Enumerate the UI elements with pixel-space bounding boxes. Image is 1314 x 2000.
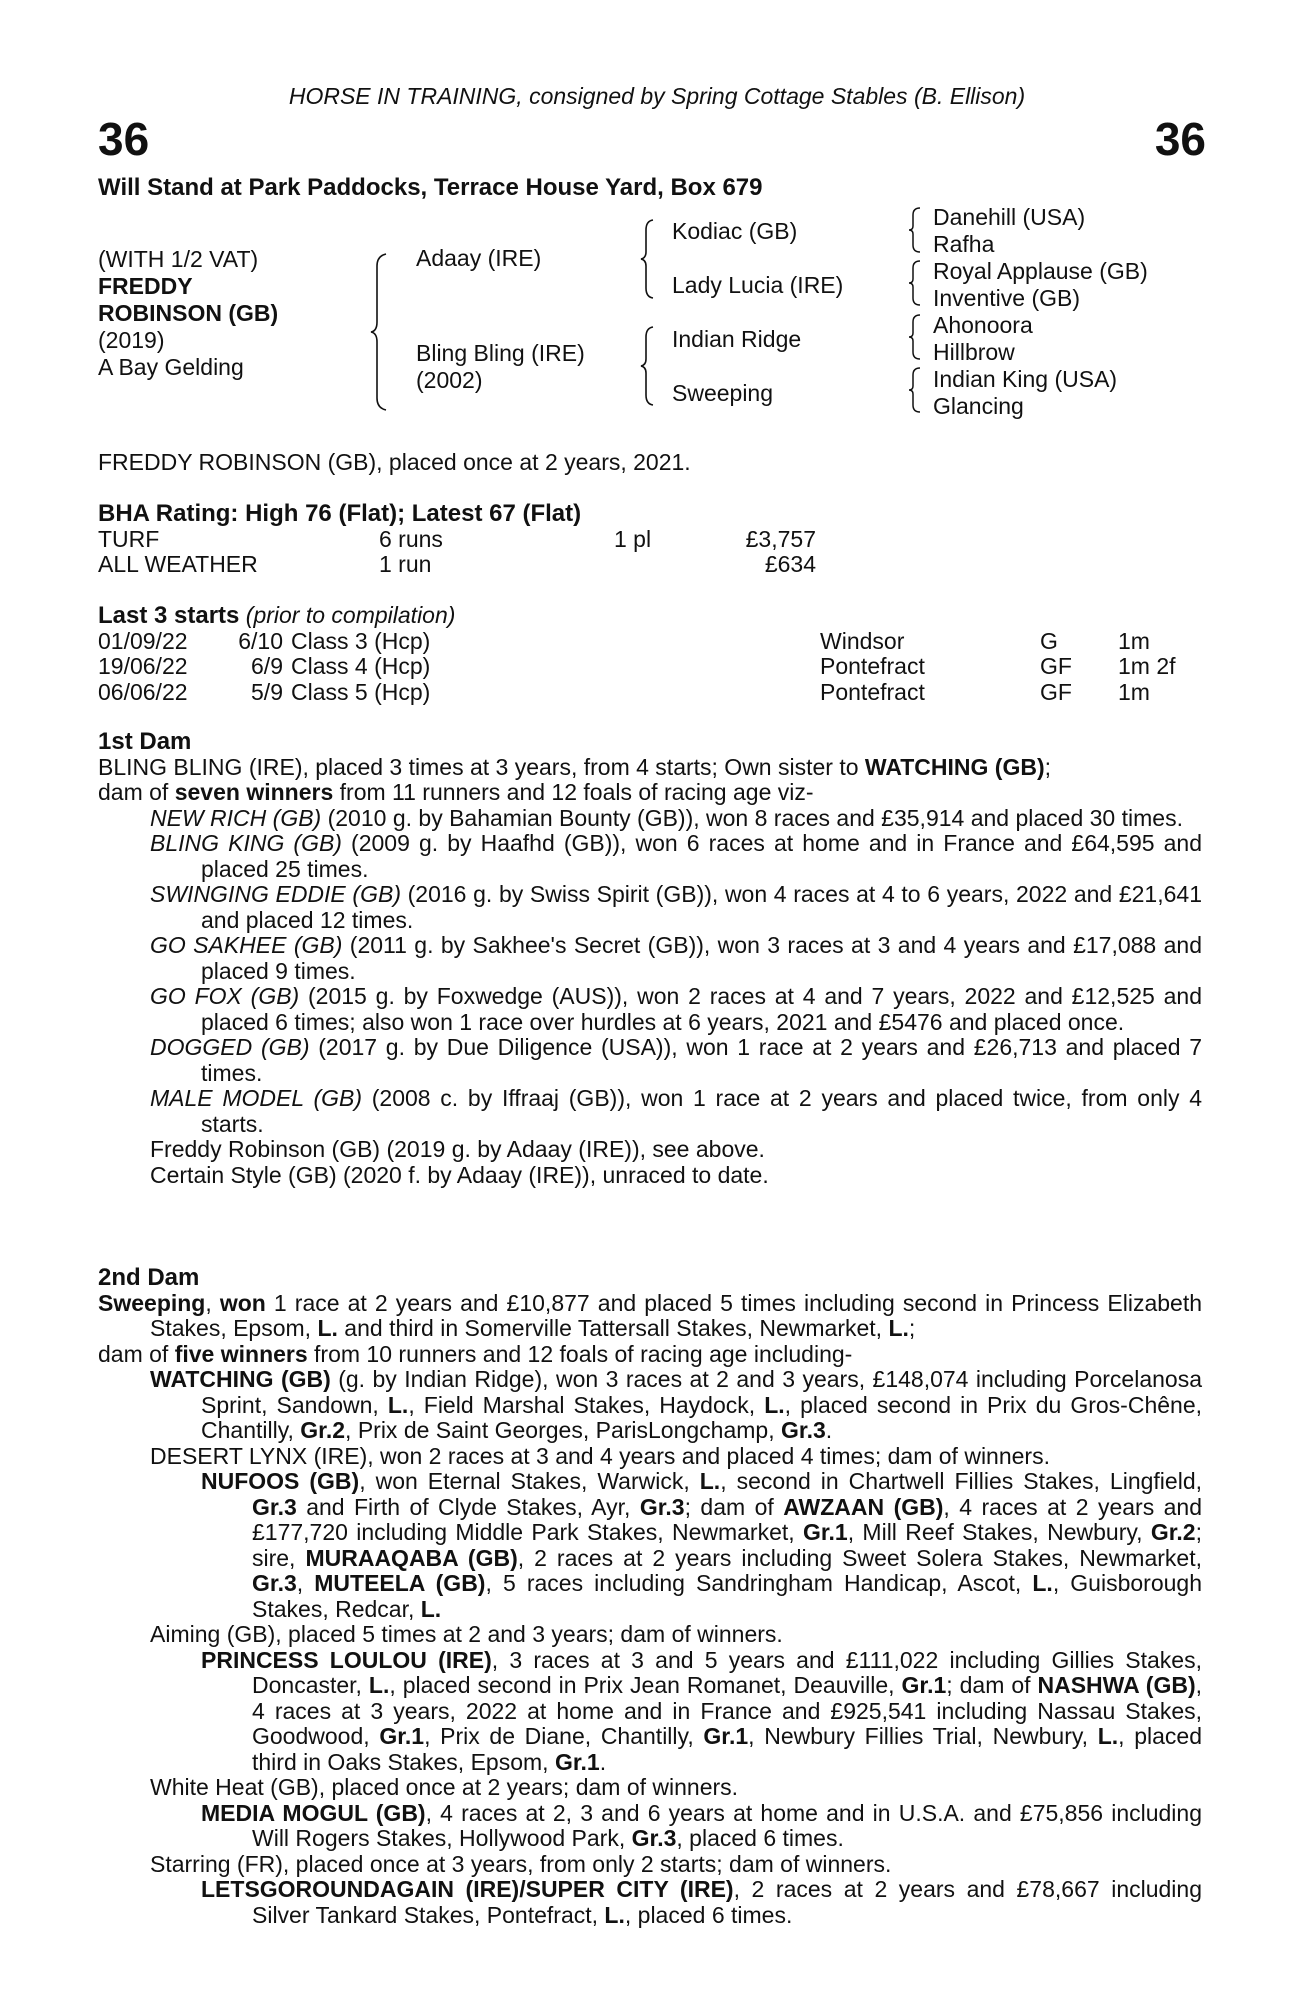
t: , 2 races at 2 years and £78,667 including Silver Tankard Stakes, Pontefract,: [252, 1876, 1202, 1928]
progeny-letsgoroundagain: [98, 1877, 1202, 1928]
last-starts-title-note: (prior to compilation): [245, 602, 456, 628]
pedigree-brace-3b: [908, 259, 922, 307]
listed-mark: L.: [420, 1595, 442, 1622]
listed-mark: L.: [604, 1901, 625, 1928]
listed-mark: L.: [764, 1391, 785, 1418]
t: ,: [205, 1289, 220, 1316]
first-dam-intro: [98, 755, 1202, 781]
t: .: [599, 1748, 607, 1775]
dam-sire: Indian Ridge: [672, 326, 802, 352]
progeny-name: MUTEELA (GB): [314, 1570, 486, 1596]
ggp-sss: Danehill (USA): [933, 204, 1086, 230]
t: and Firth of Clyde Stakes, Ayr,: [296, 1493, 640, 1520]
ggp-dsd: Hillbrow: [933, 339, 1015, 365]
progeny-text: (2011 g. by Sakhee's Secret (GB)), won 3 races at 3 and 4 years and £17,088 and placed 9 times.: [201, 932, 1202, 984]
progeny-entry: [98, 1035, 1202, 1086]
dam-dam: Sweeping: [672, 380, 774, 406]
start-going: G: [1040, 627, 1058, 654]
progeny-name: NUFOOS (GB): [201, 1468, 360, 1494]
start-course: Pontefract: [820, 678, 925, 705]
horse-name-line2: ROBINSON (GB): [98, 300, 279, 326]
pedigree-brace-3a: [908, 206, 922, 254]
consignor-subtitle: HORSE IN TRAINING, consigned by Spring Cottage Stables (B. Ellison): [288, 83, 1026, 109]
t: ; dam of: [684, 1493, 784, 1520]
listed-mark: L.: [1032, 1570, 1053, 1596]
rating-runs: 6 runs: [379, 525, 443, 552]
sire-sire: Kodiac (GB): [672, 218, 798, 244]
progeny-text: (2009 g. by Haafhd (GB)), won 6 races at home and in France and £64,595 and placed 25 times.: [201, 830, 1202, 882]
group-mark: Gr.1: [901, 1672, 947, 1698]
group-mark: Gr.3: [781, 1417, 826, 1443]
second-dam-intro: [98, 1291, 1202, 1342]
start-position: 5/9: [251, 678, 283, 705]
t: from 10 runners and 12 foals of racing age including-: [307, 1340, 853, 1367]
t: , Mill Reef Stakes, Newbury,: [847, 1519, 1151, 1545]
progeny-name: BLING KING (GB): [150, 830, 342, 856]
horse-year: (2019): [98, 327, 165, 353]
t: , 3 races at 3 and 5 years and £111,022 including Gillies Stakes, Doncaster,: [252, 1646, 1202, 1698]
progeny-entry: [98, 933, 1202, 984]
listed-mark: L.: [317, 1315, 338, 1341]
ggp-dss: Ahonoora: [933, 312, 1033, 338]
t: , 4 races at 2, 3 and 6 years at home and in U.S.A. and £75,856 including Will Rogers Stakes, Hollywood Park,: [252, 1799, 1202, 1851]
second-dam-section: [98, 1265, 1202, 1928]
progeny-text: (2015 g. by Foxwedge (AUS)), won 2 races at 4 and 7 years, 2022 and £12,525 and placed 6 times; also won 1 race over hurdles at 6 years, 2021 and £5476 and placed once.: [201, 983, 1202, 1035]
group-mark: Gr.3: [252, 1570, 297, 1596]
t: , 5 races including Sandringham Handicap, Ascot,: [485, 1570, 1033, 1596]
progeny-entry: [98, 1086, 1202, 1137]
intro-text: from 11 runners and 12 foals of racing age viz-: [333, 779, 814, 805]
group-mark: Gr.2: [1150, 1519, 1196, 1545]
t: , Prix de Saint Georges, ParisLongchamp,: [345, 1417, 781, 1443]
progeny-desert-lynx: DESERT LYNX (IRE), won 2 races at 3 and 4 years and placed 4 times; dam of winners.: [150, 1442, 1050, 1469]
intro-bold: seven winners: [174, 779, 334, 805]
start-course: Pontefract: [820, 653, 925, 679]
progeny-starring: Starring (FR), placed once at 3 years, from only 2 starts; dam of winners.: [150, 1850, 892, 1877]
won-word: won: [219, 1289, 266, 1316]
pedigree-brace-dam: [640, 325, 656, 407]
horse-description: A Bay Gelding: [98, 354, 244, 380]
progeny-aiming: Aiming (GB), placed 5 times at 2 and 3 years; dam of winners.: [150, 1621, 783, 1647]
ggp-sdd: Inventive (GB): [933, 285, 1080, 311]
pedigree-brace-sire: [640, 218, 656, 300]
pedigree-brace-1: [370, 252, 390, 412]
progeny-name: PRINCESS LOULOU (IRE): [201, 1646, 492, 1673]
ggp-dds: Indian King (USA): [933, 366, 1118, 392]
progeny-text: (2008 c. by Iffraaj (GB)), won 1 race at 2 years and placed twice, from only 4 starts.: [201, 1085, 1202, 1137]
start-distance: 1m 2f: [1118, 653, 1176, 679]
t: , placed second in Prix Jean Romanet, Deauville,: [389, 1672, 902, 1698]
progeny-white-heat: White Heat (GB), placed once at 2 years; dam of winners.: [150, 1774, 739, 1800]
start-class: Class 5 (Hcp): [291, 678, 431, 705]
progeny-entry: [98, 831, 1202, 882]
winners-count: five winners: [174, 1340, 308, 1367]
start-row: [98, 654, 1202, 680]
t: , placed second in Prix du Gros-Chêne, Chantilly,: [201, 1391, 1203, 1443]
progeny-name: SWINGING EDDIE (GB): [150, 881, 401, 907]
group-mark: Gr.1: [554, 1748, 600, 1775]
start-course: Windsor: [820, 627, 905, 654]
t: .: [825, 1417, 833, 1443]
ggp-ssd: Rafha: [933, 231, 995, 257]
listed-mark: L.: [888, 1315, 909, 1341]
group-mark: Gr.1: [703, 1723, 749, 1749]
t: dam of: [98, 1340, 175, 1367]
progeny-name: DOGGED (GB): [150, 1034, 310, 1060]
vat-note: (WITH 1/2 VAT): [98, 246, 259, 272]
horse-name-line1: FREDDY: [98, 273, 193, 299]
progeny-watching: [98, 1367, 1202, 1444]
t: , Field Marshal Stakes, Haydock,: [408, 1391, 765, 1418]
sire: Adaay (IRE): [416, 245, 542, 271]
progeny-name: MEDIA MOGUL (GB): [201, 1799, 426, 1826]
group-mark: Gr.3: [631, 1825, 677, 1851]
intro-text: ;: [1044, 753, 1052, 780]
group-mark: Gr.1: [802, 1519, 848, 1545]
group-mark: Gr.3: [639, 1493, 685, 1520]
start-row: [98, 629, 1202, 655]
t: , second in Chartwell Fillies Stakes, Lingfield,: [720, 1468, 1202, 1494]
progeny-name: GO SAKHEE (GB): [150, 932, 343, 958]
horse-summary: FREDDY ROBINSON (GB), placed once at 2 years, 2021.: [98, 449, 691, 475]
progeny-media-mogul: [98, 1801, 1202, 1852]
last-starts-section: [98, 603, 1202, 705]
second-dam-heading: 2nd Dam: [98, 1264, 200, 1291]
progeny-nufoos: [98, 1469, 1202, 1622]
t: ; dam of: [946, 1672, 1038, 1698]
start-distance: 1m: [1118, 627, 1150, 654]
start-position: 6/10: [238, 627, 283, 654]
intro-text: BLING BLING (IRE), placed 3 times at 3 years, from 4 starts; Own sister to: [98, 753, 865, 780]
t: (g. by Indian Ridge), won 3 races at 2 and 3 years, £148,074 including Porcelanosa Sprint, Sandown,: [201, 1366, 1202, 1418]
first-dam-section: [98, 729, 1202, 1188]
horse-info: [98, 246, 278, 381]
t: , 4 races at 3 years, 2022 at home and in France and £925,541 including Nassau Stakes, Goodwood,: [252, 1672, 1203, 1749]
start-class: Class 3 (Hcp): [291, 627, 431, 654]
t: and third in Somerville Tattersall Stakes, Newmarket,: [337, 1315, 889, 1341]
rating-earnings: £634: [764, 551, 816, 577]
rating-earnings: £3,757: [745, 525, 816, 552]
rating-surface: ALL WEATHER: [98, 551, 258, 577]
t: ,: [296, 1570, 315, 1596]
intro-text: dam of: [98, 779, 175, 805]
start-class: Class 4 (Hcp): [291, 653, 431, 679]
progeny-princess-loulou: [98, 1648, 1202, 1776]
first-dam-intro-2: [98, 780, 1202, 806]
progeny-entry: [98, 806, 1202, 832]
rating-title: BHA Rating: High 76 (Flat); Latest 67 (Flat): [98, 500, 582, 527]
t: , 4 races at 2 years and £177,720 including Middle Park Stakes, Newmarket,: [252, 1493, 1203, 1545]
listed-mark: L.: [387, 1391, 409, 1418]
group-mark: Gr.2: [300, 1417, 346, 1443]
t: ; sire,: [252, 1519, 1202, 1571]
last-starts-title: [98, 603, 1202, 629]
group-mark: Gr.3: [252, 1493, 297, 1520]
first-dam-heading: 1st Dam: [98, 728, 192, 755]
progeny-entry: [98, 882, 1202, 933]
progeny-name: WATCHING (GB): [150, 1366, 331, 1392]
rating-row-turf: [98, 527, 1202, 553]
lot-number-left: 36: [98, 113, 150, 165]
progeny-entry: Freddy Robinson (GB) (2019 g. by Adaay (IRE)), see above.: [150, 1136, 765, 1162]
pedigree-brace-3d: [908, 366, 922, 414]
pedigree-brace-3c: [908, 313, 922, 361]
ggp-ddd: Glancing: [933, 393, 1024, 419]
rating-placed: 1 pl: [614, 525, 652, 552]
start-distance: 1m: [1118, 678, 1150, 705]
second-dam-produce: [98, 1342, 1202, 1368]
start-row: [98, 680, 1202, 706]
dam-name: Sweeping: [98, 1289, 206, 1316]
t: , 2 races at 2 years including Sweet Solera Stakes, Newmarket,: [517, 1544, 1202, 1571]
dam: Bling Bling (IRE): [416, 340, 585, 366]
progeny-entry: Certain Style (GB) (2020 f. by Adaay (IRE)), unraced to date.: [150, 1161, 769, 1188]
t: 1 race at 2 years and £10,877 and placed 5 times including second in Princess Elizabeth Stakes, Epsom,: [150, 1289, 1203, 1341]
sire-dam: Lady Lucia (IRE): [672, 272, 844, 298]
progeny-name: NASHWA (GB): [1037, 1672, 1196, 1698]
progeny-name: MALE MODEL (GB): [150, 1085, 363, 1111]
last-starts-title-bold: Last 3 starts: [98, 602, 240, 629]
t: , placed third in Oaks Stakes, Epsom,: [252, 1723, 1203, 1775]
rating-runs: 1 run: [379, 551, 432, 577]
rating-row-aw: [98, 552, 1202, 578]
progeny-text: (2016 g. by Swiss Spirit (GB)), won 4 races at 4 to 6 years, 2022 and £21,641 and placed 12 times.: [201, 881, 1202, 933]
progeny-name: MURAAQABA (GB): [305, 1544, 518, 1571]
progeny-entry: [98, 984, 1202, 1035]
start-date: 19/06/22: [98, 653, 188, 679]
start-date: 06/06/22: [98, 678, 188, 705]
ggp-sds: Royal Applause (GB): [933, 258, 1148, 284]
dam-year: (2002): [416, 367, 483, 393]
progeny-text: (2017 g. by Due Diligence (USA)), won 1 race at 2 years and £26,713 and placed 7 times.: [201, 1034, 1202, 1086]
start-going: GF: [1040, 678, 1072, 705]
group-mark: Gr.1: [379, 1723, 425, 1749]
progeny-text: (2010 g. by Bahamian Bounty (GB)), won 8 races and £35,914 and placed 30 times.: [321, 804, 1183, 831]
lot-number-right: 36: [1154, 113, 1206, 165]
progeny-name: GO FOX (GB): [150, 983, 300, 1009]
start-going: GF: [1040, 653, 1072, 679]
rating-surface: TURF: [98, 525, 160, 552]
start-position: 6/9: [251, 653, 283, 679]
t: , placed 6 times.: [624, 1901, 793, 1928]
rating-section: [98, 501, 1202, 578]
t: , placed 6 times.: [676, 1825, 844, 1851]
progeny-name: LETSGOROUNDAGAIN (IRE)/SUPER CITY (IRE): [201, 1876, 734, 1902]
t: ;: [908, 1315, 916, 1341]
start-date: 01/09/22: [98, 627, 188, 654]
t: , Guisborough Stakes, Redcar,: [252, 1570, 1202, 1622]
listed-mark: L.: [699, 1468, 721, 1494]
t: , won Eternal Stakes, Warwick,: [359, 1468, 700, 1494]
progeny-name: NEW RICH (GB): [150, 804, 322, 831]
intro-bold: WATCHING (GB): [864, 753, 1045, 780]
listed-mark: L.: [368, 1672, 390, 1698]
progeny-name: AWZAAN (GB): [783, 1493, 944, 1520]
stand-location: Will Stand at Park Paddocks, Terrace House Yard, Box 679: [98, 174, 763, 201]
listed-mark: L.: [1097, 1723, 1119, 1749]
t: , Prix de Diane, Chantilly,: [424, 1723, 704, 1749]
t: , Newbury Fillies Trial, Newbury,: [748, 1723, 1098, 1749]
